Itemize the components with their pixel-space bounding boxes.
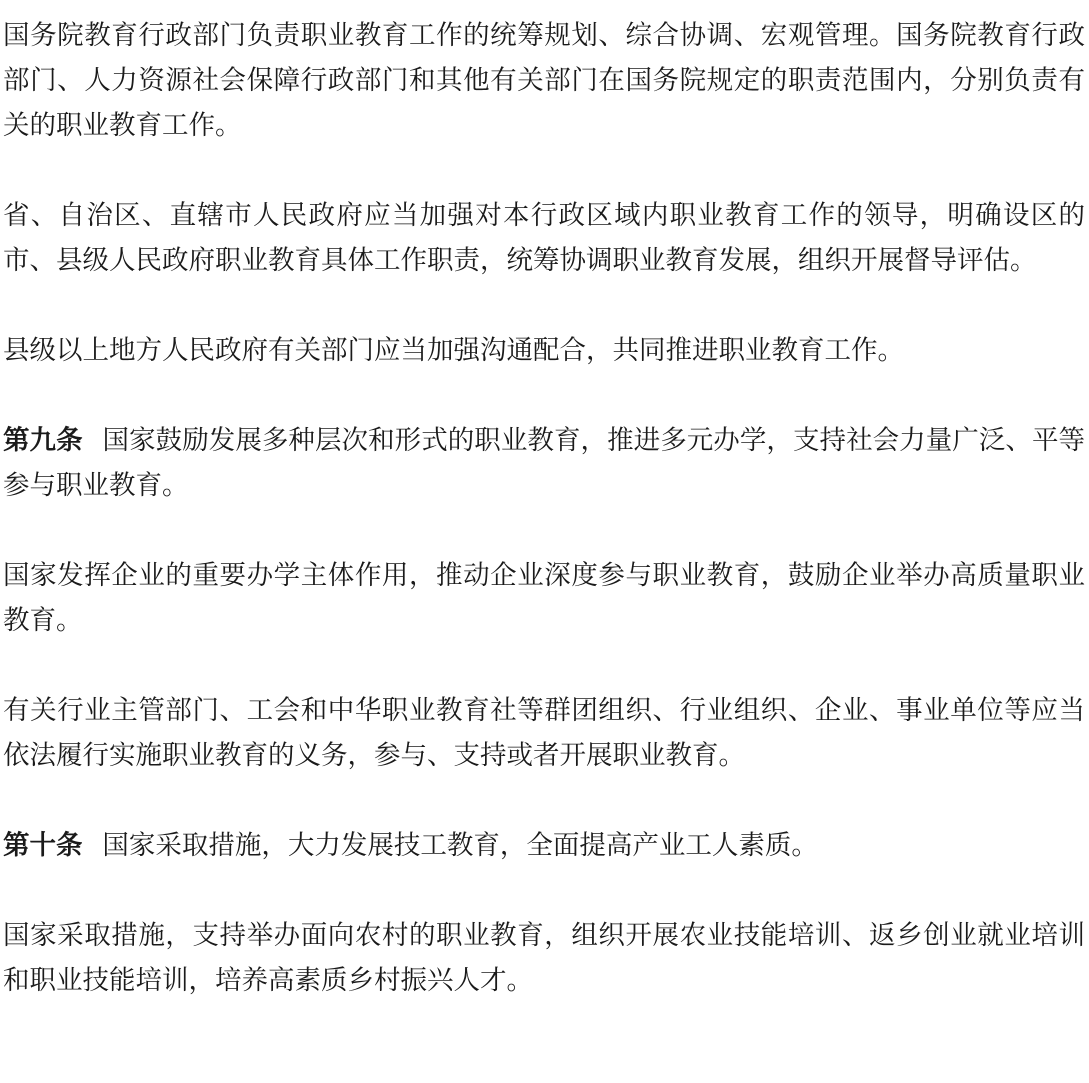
paragraph [3, 328, 1085, 373]
paragraph-article-9 [3, 418, 1085, 508]
paragraph [3, 913, 1085, 1003]
paragraph [3, 688, 1085, 778]
article-body [3, 13, 1085, 1003]
paragraph [3, 13, 1085, 148]
paragraph-text: 国家鼓励发展多种层次和形式的职业教育，推进多元办学，支持社会力量广泛、平等参与职业教育。 [3, 425, 1086, 501]
paragraph-text: 省、自治区、直辖市人民政府应当加强对本行政区域内职业教育工作的领导，明确设区的市、县级人民政府职业教育具体工作职责，统筹协调职业教育发展，组织开展督导评估。 [3, 200, 1085, 276]
paragraph-text: 有关行业主管部门、工会和中华职业教育社等群团组织、行业组织、企业、事业单位等应当依法履行实施职业教育的义务，参与、支持或者开展职业教育。 [3, 695, 1085, 771]
paragraph [3, 553, 1085, 643]
article-number: 第九条 [3, 425, 83, 456]
article-number: 第十条 [3, 830, 83, 861]
paragraph-text: 国家发挥企业的重要办学主体作用，推动企业深度参与职业教育，鼓励企业举办高质量职业教育。 [3, 560, 1085, 636]
paragraph-article-10 [3, 823, 1085, 868]
paragraph-text: 县级以上地方人民政府有关部门应当加强沟通配合，共同推进职业教育工作。 [3, 335, 904, 366]
paragraph-text: 国家采取措施，支持举办面向农村的职业教育，组织开展农业技能培训、返乡创业就业培训和职业技能培训，培养高素质乡村振兴人才。 [3, 920, 1085, 996]
paragraph-text: 国家采取措施，大力发展技工教育，全面提高产业工人素质。 [102, 830, 818, 861]
paragraph-text: 国务院教育行政部门负责职业教育工作的统筹规划、综合协调、宏观管理。国务院教育行政部门、人力资源社会保障行政部门和其他有关部门在国务院规定的职责范围内，分别负责有关的职业教育工作。 [3, 20, 1085, 141]
paragraph [3, 193, 1085, 283]
